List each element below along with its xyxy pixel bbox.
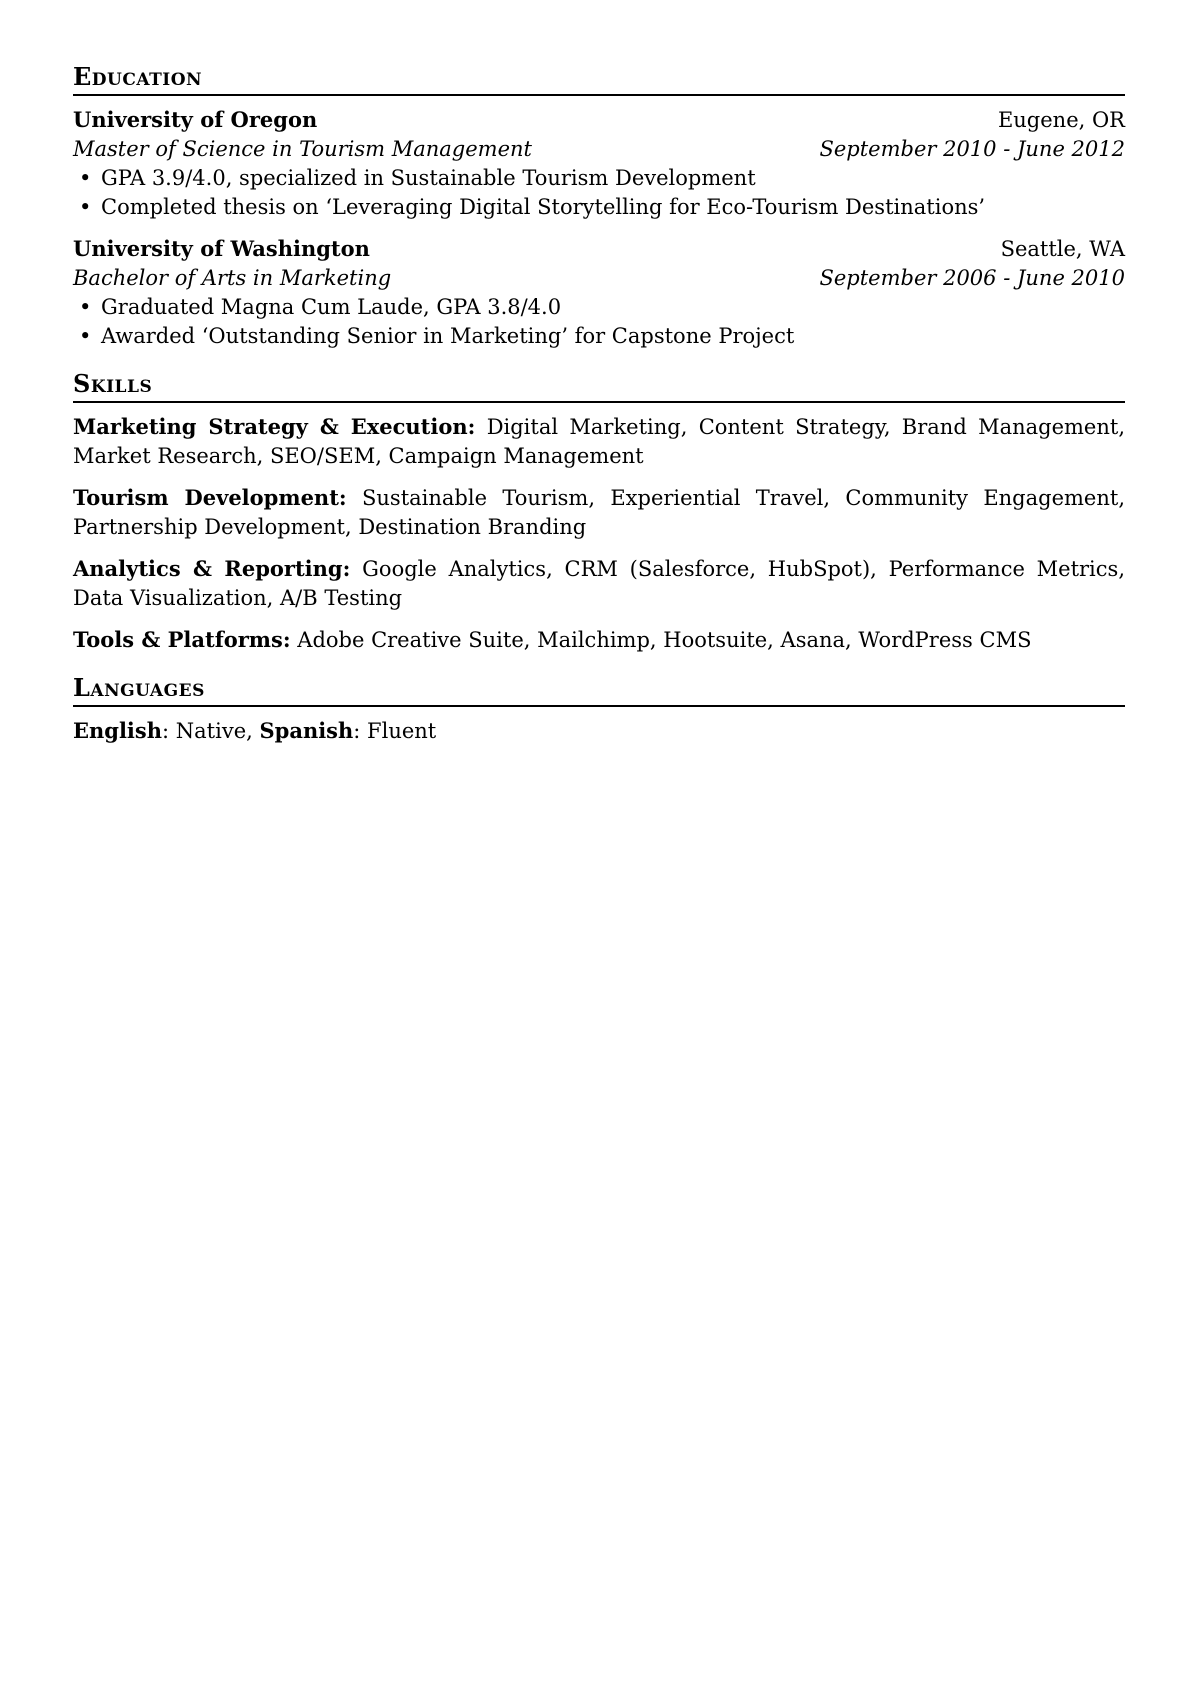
skill-item bbox=[73, 412, 1125, 471]
skill-item bbox=[73, 483, 1125, 542]
language-separator: : bbox=[162, 719, 176, 743]
list-item bbox=[73, 322, 1125, 351]
institution-name: University of Washington bbox=[73, 236, 370, 261]
institution-location: Seattle, WA bbox=[1000, 237, 1125, 261]
bullet-icon: • bbox=[79, 166, 92, 190]
resume-page bbox=[73, 62, 1125, 764]
bullet-icon: • bbox=[79, 324, 92, 348]
degree-dates: September 2006 - June 2010 bbox=[819, 266, 1125, 290]
institution-location: Eugene, OR bbox=[997, 108, 1125, 132]
languages-heading: Languages bbox=[73, 673, 1125, 707]
education-section bbox=[73, 62, 1125, 351]
bullet-text: Completed thesis on ‘Leveraging Digital Storytelling for Eco-Tourism Destinations’ bbox=[101, 195, 986, 219]
bullet-icon: • bbox=[79, 295, 92, 319]
skill-item bbox=[73, 554, 1125, 613]
institution-name: University of Oregon bbox=[73, 107, 318, 132]
language-separator: , bbox=[246, 719, 260, 743]
skill-item bbox=[73, 625, 1125, 655]
entry-bullets bbox=[73, 164, 1125, 222]
entry-degree-row bbox=[73, 135, 1125, 164]
skill-text: Google Analytics, CRM (Salesforce, HubSpot), Performance Metrics, Data Visualization, A/B Testing bbox=[73, 557, 1125, 610]
skill-label: Tourism Development: bbox=[73, 485, 347, 510]
language-name: English bbox=[73, 718, 163, 743]
entry-header-row bbox=[73, 234, 1125, 264]
degree-title: Master of Science in Tourism Management bbox=[73, 137, 532, 161]
education-entry bbox=[73, 105, 1125, 222]
skill-label: Analytics & Reporting: bbox=[73, 556, 351, 581]
bullet-text: GPA 3.9/4.0, specialized in Sustainable Tourism Development bbox=[101, 166, 756, 190]
languages-section bbox=[73, 673, 1125, 746]
bullet-text: Graduated Magna Cum Laude, GPA 3.8/4.0 bbox=[101, 295, 562, 319]
list-item bbox=[73, 193, 1125, 222]
skill-label: Marketing Strategy & Execution: bbox=[73, 414, 476, 439]
education-entry bbox=[73, 234, 1125, 351]
list-item bbox=[73, 164, 1125, 193]
skill-text: Digital Marketing, Content Strategy, Brand Management, Market Research, SEO/SEM, Campaign Management bbox=[73, 415, 1125, 468]
bullet-text: Awarded ‘Outstanding Senior in Marketing’ for Capstone Project bbox=[101, 324, 795, 348]
language-level: Native bbox=[175, 719, 247, 743]
list-item bbox=[73, 293, 1125, 322]
entry-bullets bbox=[73, 293, 1125, 351]
degree-dates: September 2010 - June 2012 bbox=[819, 137, 1125, 161]
skills-section bbox=[73, 369, 1125, 655]
entry-header-row bbox=[73, 105, 1125, 135]
languages-line bbox=[73, 716, 1125, 746]
entry-degree-row bbox=[73, 264, 1125, 293]
language-name: Spanish bbox=[259, 718, 354, 743]
bullet-icon: • bbox=[79, 195, 92, 219]
skill-label: Tools & Platforms: bbox=[73, 627, 291, 652]
degree-title: Bachelor of Arts in Marketing bbox=[73, 266, 392, 290]
language-level: Fluent bbox=[367, 719, 437, 743]
skill-text: Sustainable Tourism, Experiential Travel, Community Engagement, Partnership Development, Destination Branding bbox=[73, 486, 1125, 539]
language-separator: : bbox=[353, 719, 368, 743]
education-heading: Education bbox=[73, 62, 1125, 96]
skill-text: Adobe Creative Suite, Mailchimp, Hootsuite, Asana, WordPress CMS bbox=[297, 628, 1032, 652]
skills-heading: Skills bbox=[73, 369, 1125, 403]
